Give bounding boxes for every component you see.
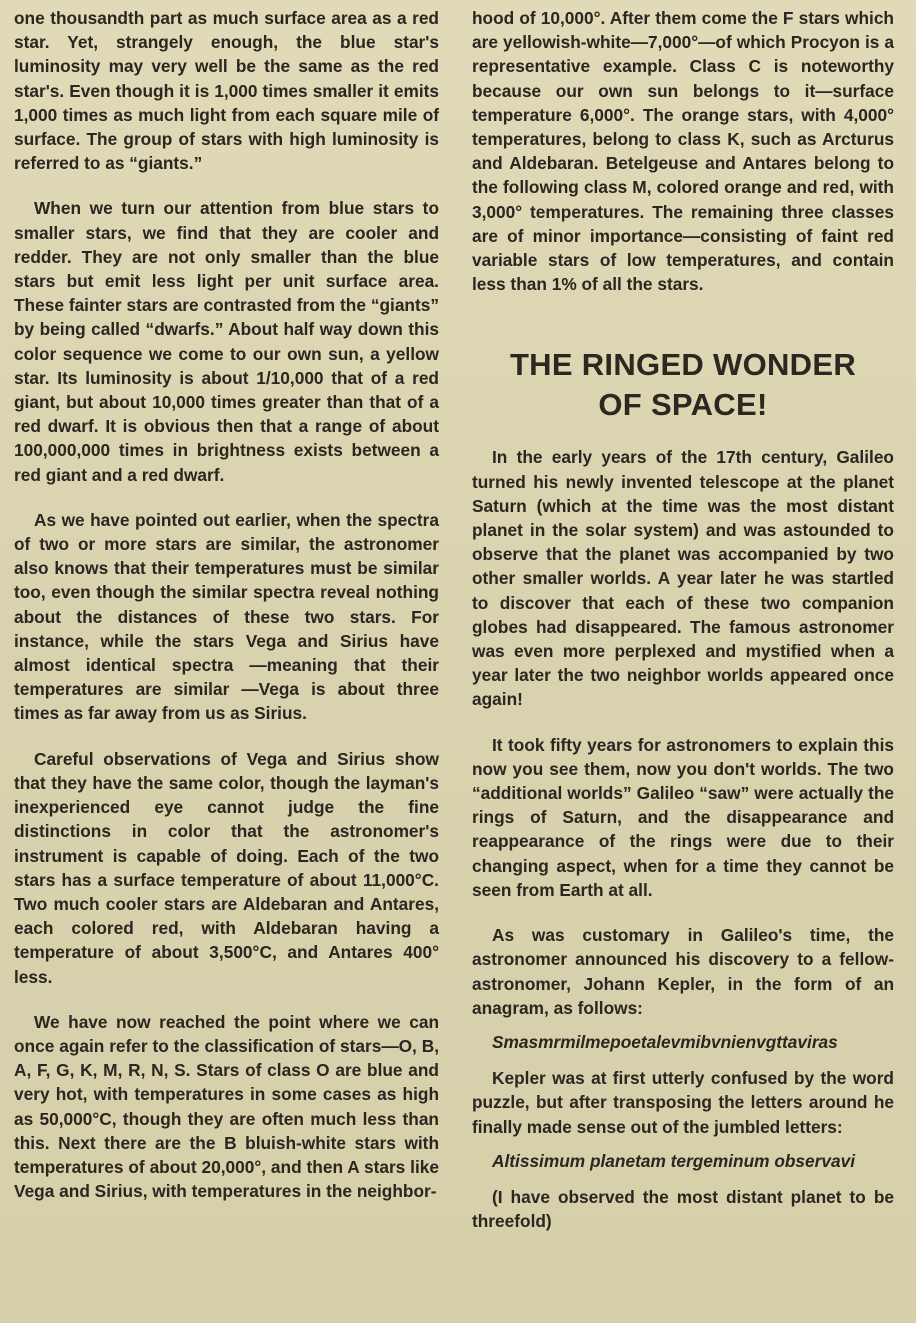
anagram-text: Smasmrmilmepoetalevmibvnienvgttaviras — [492, 1031, 838, 1052]
left-paragraph-1: one thousandth part as much surface area as a red star. Yet, strangely enough, the blue star's luminosity may very well be the same as the red star's. Even though it is 1,000 times smaller it emits 1,000 times as much light from each square mile of surface. The group of stars with high luminosity is referred to as “giants.” — [14, 8, 439, 174]
left-paragraph-5: We have now reached the point where we can once again refer to the classification of stars—O, B, A, F, G, K, M, R, N, S. Stars of class O are blue and very hot, with temperatures in some cases as high as 50,000°C, though they are often much less than this. Next there are the B bluish-white stars with temperatures of about 20,000°, and then A stars like Vega and Sirius, with temperatures in the neighbor- — [14, 1011, 439, 1202]
left-column — [14, 6, 439, 1224]
left-paragraph-3: As we have pointed out earlier, when the spectra of two or more stars are similar, the astronomer also knows that their temperatures must be similar too, even though the similar spectra reveal nothing about the distances of these two stars. For instance, while the stars Vega and Sirius have almost identical spectra —meaning that their temperatures are similar —Vega is about three times as far away from us as Sirius. — [14, 509, 439, 724]
right-column — [472, 6, 894, 1243]
latin-phrase: Altissimum planetam tergeminum observavi — [492, 1150, 856, 1171]
right-paragraph-4: As was customary in Galileo's time, the astronomer announced his discovery to a fellow-astronomer, Johann Kepler, in the form of an anagram, as follows: — [472, 925, 894, 1018]
heading-line-2: OF SPACE! — [598, 387, 768, 423]
column-gutter — [452, 0, 460, 1323]
right-paragraph-2: In the early years of the 17th century, Galileo turned his newly invented telescope at the planet Saturn (which at the time was the most distant planet in the solar system) and was astounded to observe that the planet was accompanied by two other smaller worlds. A year later he was startled to discover that each of these two companion globes had disappeared. The famous astronomer was even more perplexed and mystified when a year later the two neighbor worlds appeared once again! — [472, 447, 894, 710]
left-paragraph-2: When we turn our attention from blue stars to smaller stars, we find that they are cooler and redder. They are not only smaller than the blue stars but emit less light per unit surface area. These fainter stars are contrasted from the “giants” by being called “dwarfs.” About half way down this color sequence we come to our own sun, a yellow star. Its luminosity is about 1/10,000 that of a red giant, but about 10,000 times greater than that of a red dwarf. It is obvious then that a range of about 100,000,000 times in brightness exists between a red giant and a red dwarf. — [14, 198, 439, 485]
right-paragraph-1: hood of 10,000°. After them come the F stars which are yellowish-white—7,000°—of which Procyon is a representative example. Class C is noteworthy because our own sun belongs to it—surface temperature 6,000°. The orange stars, with 4,000° temperatures, belong to class K, such as Arcturus and Aldebaran. Betelgeuse and Antares belong to the following class M, colored orange and red, with 3,000° temperatures. The remaining three classes are of minor importance—consisting of faint red variable stars of low temperatures, and contain less than 1% of all the stars. — [472, 8, 894, 295]
right-paragraph-5: Kepler was at first utterly confused by the word puzzle, but after transposing the letters around he finally made sense out of the jumbled letters: — [472, 1068, 894, 1137]
section-heading — [472, 345, 894, 425]
translation-text: (I have observed the most distant planet to be threefold) — [472, 1186, 894, 1232]
right-paragraph-3: It took fifty years for astronomers to explain this now you see them, now you don't worlds. The two “additional worlds” Galileo “saw” were actually the rings of Saturn, and the disappearance and reappearance of the rings were due to their changing aspect, when for a time they cannot be seen from Earth at all. — [472, 734, 894, 900]
left-paragraph-4: Careful observations of Vega and Sirius show that they have the same color, though the layman's inexperienced eye cannot judge the fine distinctions in color that the astronomer's instrument is capable of doing. Each of the two stars has a surface temperature of about 11,000°C. Two much cooler stars are Aldebaran and Antares, each colored red, with Aldebaran having a temperature of about 3,500°C, and Antares 400° less. — [14, 748, 439, 987]
heading-line-1: THE RINGED WONDER — [509, 347, 857, 383]
